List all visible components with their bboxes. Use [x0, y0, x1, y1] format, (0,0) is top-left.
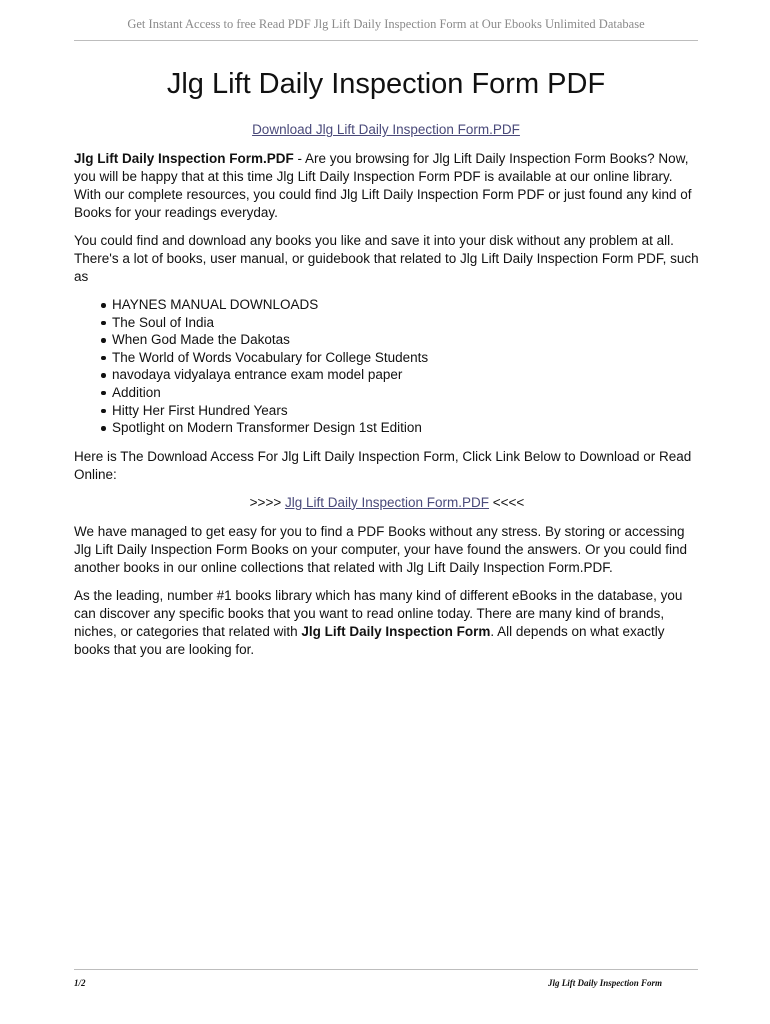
list-item: navodaya vidyalaya entrance exam model paper: [101, 366, 700, 384]
page-number: 1/2: [74, 978, 86, 988]
document-body: [74, 150, 700, 669]
list-item: The World of Words Vocabulary for College Students: [101, 349, 700, 367]
arrows-right: <<<<: [489, 494, 525, 510]
list-item: The Soul of India: [101, 314, 700, 332]
book-list: [74, 296, 700, 437]
list-item: When God Made the Dakotas: [101, 331, 700, 349]
intro-paragraph: [74, 150, 700, 222]
list-item: Hitty Her First Hundred Years: [101, 402, 700, 420]
header-banner: Get Instant Access to free Read PDF Jlg Lift Daily Inspection Form at Our Ebooks Unlimited Database: [127, 17, 645, 31]
footer-divider: [74, 969, 698, 970]
library-bold-title: Jlg Lift Daily Inspection Form: [301, 623, 491, 639]
footer-doc-name: Jlg Lift Daily Inspection Form: [548, 978, 663, 988]
download-link[interactable]: Download Jlg Lift Daily Inspection Form.PDF: [252, 122, 520, 137]
library-text-end: . All depends on what exactly books that you are looking for.: [74, 623, 665, 657]
list-item: Addition: [101, 384, 700, 402]
intro-bold-title: Jlg Lift Daily Inspection Form.PDF: [74, 151, 294, 166]
list-item: Spotlight on Modern Transformer Design 1st Edition: [101, 419, 700, 437]
download-link-row: [74, 122, 698, 137]
access-paragraph: Here is The Download Access For Jlg Lift Daily Inspection Form, Click Link Below to Download or Read Online:: [74, 448, 692, 482]
intro-text: - Are you browsing for Jlg Lift Daily Inspection Form Books? Now, you will be happy that at this time Jlg Lift Daily Inspection Form PDF is available at our online library. With our complete resources, you could find Jlg Lift Daily Inspection Form PDF or just found any kind of Books for your readings everyday.: [74, 151, 692, 220]
page-title: Jlg Lift Daily Inspection Form PDF: [166, 68, 606, 100]
books-intro-paragraph: You could find and download any books you like and save it into your disk without any problem at all. There's a lot of books, user manual, or guidebook that related to Jlg Lift Daily Inspection Form PDF, such as: [74, 233, 699, 284]
list-item: HAYNES MANUAL DOWNLOADS: [101, 296, 700, 314]
arrows-left: >>>>: [249, 494, 285, 510]
center-link-row: [74, 494, 700, 512]
read-online-link[interactable]: Jlg Lift Daily Inspection Form.PDF: [284, 494, 490, 510]
header-divider: [74, 40, 698, 41]
library-text-start: As the leading, number #1 books library which has many kind of different eBooks in the database, you can discover any specific books that you want to read online today. There are many kind of brands, niches, or categories that related with: [74, 587, 683, 639]
collections-paragraph: We have managed to get easy for you to find a PDF Books without any stress. By storing or accessing Jlg Lift Daily Inspection Form Books on your computer, your have found the answers. Or you could find another books in our online collections that related with Jlg Lift Daily Inspection Form.PDF.: [74, 523, 688, 575]
library-paragraph: [74, 587, 700, 659]
